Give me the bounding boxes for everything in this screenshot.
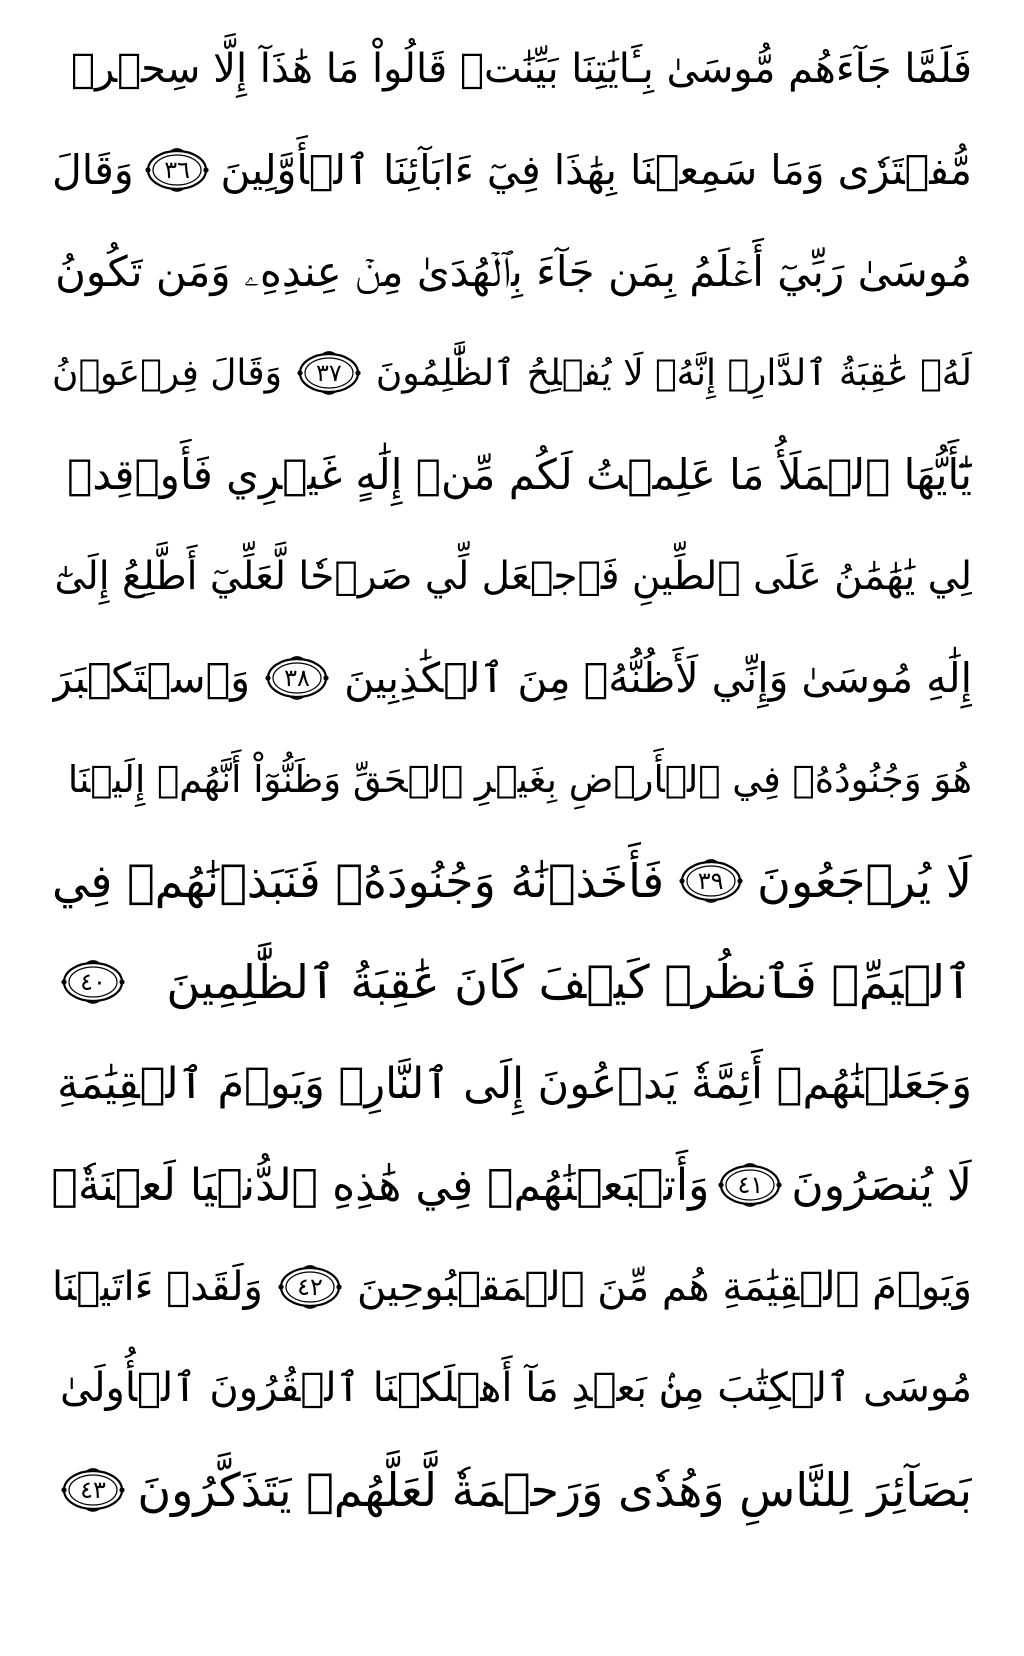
ayah-number-marker	[144, 147, 210, 193]
verse-line	[52, 1236, 972, 1338]
verse-line	[52, 1338, 972, 1440]
ayah-number: ٤٣	[80, 1475, 106, 1504]
verse-line	[52, 932, 972, 1034]
verse-text: وَقَالَ	[52, 146, 134, 195]
verse-text: بَصَآئِرَ لِلنَّاسِ وَهُدٗى وَرَحۡمَةٗ لَّعَلَّهُمۡ يَتَذَكَّرُونَ	[137, 1462, 972, 1517]
verse-text: وَقَالَ فِرۡعَوۡنُ	[52, 352, 282, 394]
ayah-number-marker	[678, 858, 744, 904]
verse-line	[52, 526, 972, 628]
ayah-number: ٣٩	[697, 866, 724, 895]
ayah-number: ٤٢	[297, 1272, 323, 1301]
ayah-number-marker	[717, 1162, 783, 1208]
verse-text: إِلَٰهِ مُوسَىٰ وَإِنِّي لَأَظُنُّهُۥ مِنَ ٱلۡكَٰذِبِينَ	[344, 653, 972, 702]
verse-text: مُوسَىٰ رَبِّيٓ أَعۡلَمُ بِمَن جَآءَ بِٱلۡهُدَىٰ مِنۡ عِندِهِۦ وَمَن تَكُونُ	[55, 246, 972, 296]
ayah-number: ٣٨	[284, 663, 310, 692]
ayah-number: ٣٧	[316, 359, 342, 388]
verse-text: وَلَقَدۡ ءَاتَيۡنَا	[52, 1263, 263, 1310]
verse-text: فَأَخَذۡنَٰهُ وَجُنُودَهُۥ فَنَبَذۡنَٰهُمۡ فِي	[52, 853, 665, 908]
verse-text: لَهُۥ عَٰقِبَةُ ٱلدَّارِۚ إِنَّهُۥ لَا يُفۡلِحُ ٱلظَّٰلِمُونَ	[375, 352, 972, 394]
verse-line	[52, 1135, 972, 1237]
verse-line	[52, 830, 972, 932]
verse-text: وَأَتۡبَعۡنَٰهُمۡ فِي هَٰذِهِ ٱلدُّنۡيَا لَعۡنَةٗۖ	[52, 1159, 710, 1211]
ayah-number-marker	[60, 959, 126, 1005]
ayah-number: ٣٦	[164, 156, 190, 185]
verse-text: وَجَعَلۡنَٰهُمۡ أَئِمَّةٗ يَدۡعُونَ إِلَى ٱلنَّارِۖ وَيَوۡمَ ٱلۡقِيَٰمَةِ	[57, 1058, 972, 1109]
verse-line	[52, 18, 972, 120]
verse-text: وَٱسۡتَكۡبَرَ	[52, 653, 250, 702]
verse-line	[52, 1439, 972, 1541]
verse-text: يَٰٓأَيُّهَا ٱلۡمَلَأُ مَا عَلِمۡتُ لَكُم مِّنۡ إِلَٰهٍ غَيۡرِي فَأَوۡقِدۡ	[67, 450, 972, 500]
ayah-number: ٤١	[737, 1171, 764, 1200]
verse-text: ٱلۡيَمِّۖ فَٱنظُرۡ كَيۡفَ كَانَ عَٰقِبَةُ ٱلظَّٰلِمِينَ	[166, 955, 972, 1010]
verse-line	[52, 424, 972, 526]
ayah-number-marker	[277, 1264, 343, 1310]
verse-text: وَيَوۡمَ ٱلۡقِيَٰمَةِ هُم مِّنَ ٱلۡمَقۡبُوحِينَ	[357, 1263, 972, 1310]
verse-text: مُّفۡتَرٗى وَمَا سَمِعۡنَا بِهَٰذَا فِيٓ ءَابَآئِنَا ٱلۡأَوَّلِينَ	[220, 146, 972, 195]
ayah-number-marker	[264, 655, 330, 701]
ayah-number-marker	[60, 1467, 126, 1513]
verse-line	[52, 1033, 972, 1135]
verse-text: هُوَ وَجُنُودُهُۥ فِي ٱلۡأَرۡضِ بِغَيۡرِ ٱلۡحَقِّ وَظَنُّوٓاْ أَنَّهُمۡ إِلَيۡنَا	[67, 757, 972, 801]
verse-lines	[52, 18, 972, 1541]
verse-text: فَلَمَّا جَآءَهُم مُّوسَىٰ بِـَٔايَٰتِنَا بَيِّنَٰتٖ قَالُواْ مَا هَٰذَآ إِلَّا سِحۡرٞ	[71, 45, 972, 92]
verse-text: لَا يُرۡجَعُونَ	[757, 853, 972, 908]
verse-text: مُوسَى ٱلۡكِتَٰبَ مِنۢ بَعۡدِ مَآ أَهۡلَكۡنَا ٱلۡقُرُونَ ٱلۡأُولَىٰ	[59, 1365, 972, 1412]
verse-line	[52, 323, 972, 425]
verse-text: لِي يَٰهَٰمَٰنُ عَلَى ٱلطِّينِ فَٱجۡعَل لِّي صَرۡحٗا لَّعَلِّيٓ أَطَّلِعُ إِلَىٰٓ	[54, 553, 972, 599]
verse-line	[52, 120, 972, 222]
verse-line	[52, 729, 972, 831]
verse-text: لَا يُنصَرُونَ	[791, 1159, 972, 1211]
ayah-number: ٤٠	[80, 968, 106, 997]
verse-line	[52, 221, 972, 323]
ayah-number-marker	[296, 350, 362, 396]
verse-line	[52, 627, 972, 729]
